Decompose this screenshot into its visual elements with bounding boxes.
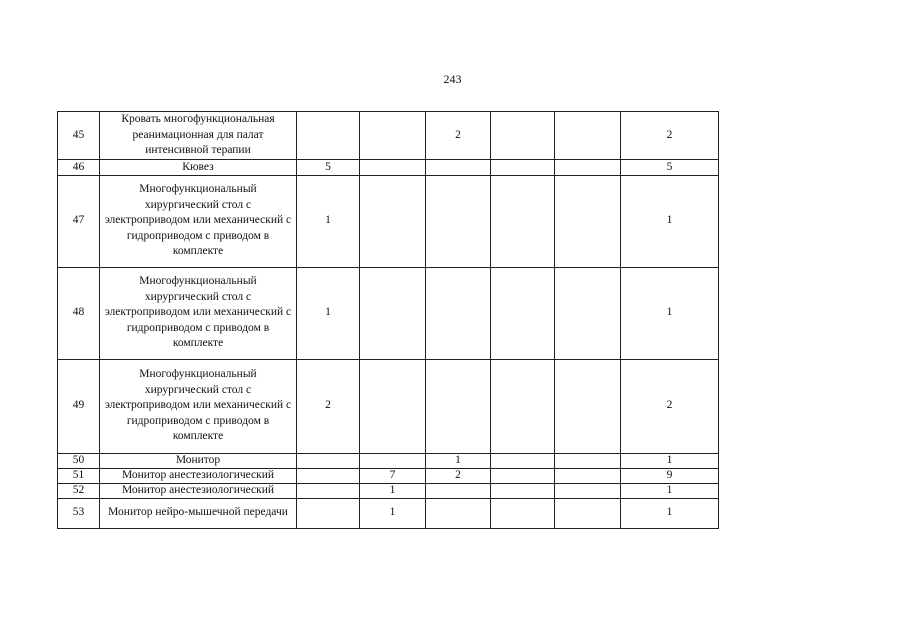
- total-cell: 9: [621, 468, 719, 483]
- quantity-cell-5: [555, 498, 621, 528]
- table-row: [58, 453, 719, 468]
- quantity-cell-3: 2: [426, 112, 491, 160]
- quantity-cell-5: [555, 175, 621, 267]
- quantity-cell-3: [426, 359, 491, 453]
- quantity-cell-4: [491, 498, 555, 528]
- total-cell: 1: [621, 175, 719, 267]
- quantity-cell-5: [555, 159, 621, 175]
- page-number: 243: [443, 72, 462, 86]
- row-number-cell: 51: [58, 468, 100, 483]
- quantity-cell-4: [491, 359, 555, 453]
- quantity-cell-3: [426, 267, 491, 359]
- table-row: [58, 159, 719, 175]
- row-number-cell: 46: [58, 159, 100, 175]
- equipment-name-cell: Многофункциональный хирургический стол с электроприводом или механический с гидроприводом с приводом в комплекте: [100, 267, 297, 359]
- quantity-cell-5: [555, 468, 621, 483]
- quantity-cell-1: [297, 483, 360, 498]
- quantity-cell-2: 1: [360, 483, 426, 498]
- quantity-cell-3: 2: [426, 468, 491, 483]
- quantity-cell-2: 7: [360, 468, 426, 483]
- total-cell: 1: [621, 453, 719, 468]
- row-number-cell: 50: [58, 453, 100, 468]
- quantity-cell-5: [555, 359, 621, 453]
- row-number-cell: 53: [58, 498, 100, 528]
- quantity-cell-2: [360, 359, 426, 453]
- equipment-name-cell: Кювез: [100, 159, 297, 175]
- quantity-cell-2: [360, 159, 426, 175]
- total-cell: 1: [621, 267, 719, 359]
- quantity-cell-5: [555, 267, 621, 359]
- equipment-name-cell: Многофункциональный хирургический стол с электроприводом или механический с гидроприводом с приводом в комплекте: [100, 359, 297, 453]
- quantity-cell-2: [360, 453, 426, 468]
- quantity-cell-4: [491, 468, 555, 483]
- quantity-cell-4: [491, 453, 555, 468]
- equipment-name-cell: Многофункциональный хирургический стол с электроприводом или механический с гидроприводом с приводом в комплекте: [100, 175, 297, 267]
- quantity-cell-3: 1: [426, 453, 491, 468]
- quantity-cell-1: [297, 498, 360, 528]
- quantity-cell-5: [555, 112, 621, 160]
- table-row: [58, 112, 719, 160]
- total-cell: 2: [621, 359, 719, 453]
- row-number-cell: 45: [58, 112, 100, 160]
- equipment-name-cell: Монитор анестезиологический: [100, 468, 297, 483]
- row-number-cell: 49: [58, 359, 100, 453]
- total-cell: 2: [621, 112, 719, 160]
- quantity-cell-2: [360, 175, 426, 267]
- quantity-cell-2: [360, 112, 426, 160]
- quantity-cell-1: 1: [297, 175, 360, 267]
- quantity-cell-2: 1: [360, 498, 426, 528]
- quantity-cell-1: [297, 468, 360, 483]
- quantity-cell-1: [297, 112, 360, 160]
- quantity-cell-3: [426, 483, 491, 498]
- equipment-table: [57, 111, 719, 529]
- table-row: [58, 267, 719, 359]
- equipment-name-cell: Монитор нейро-мышечной передачи: [100, 498, 297, 528]
- quantity-cell-1: [297, 453, 360, 468]
- quantity-cell-1: 5: [297, 159, 360, 175]
- quantity-cell-3: [426, 175, 491, 267]
- equipment-name-cell: Кровать многофункциональная реанимационная для палат интенсивной терапии: [100, 112, 297, 160]
- table-row: [58, 483, 719, 498]
- quantity-cell-5: [555, 483, 621, 498]
- row-number-cell: 47: [58, 175, 100, 267]
- table-row: [58, 359, 719, 453]
- quantity-cell-4: [491, 483, 555, 498]
- quantity-cell-4: [491, 267, 555, 359]
- equipment-name-cell: Монитор: [100, 453, 297, 468]
- table-row: [58, 175, 719, 267]
- row-number-cell: 52: [58, 483, 100, 498]
- quantity-cell-3: [426, 159, 491, 175]
- quantity-cell-4: [491, 175, 555, 267]
- quantity-cell-1: 1: [297, 267, 360, 359]
- quantity-cell-4: [491, 112, 555, 160]
- equipment-name-cell: Монитор анестезиологический: [100, 483, 297, 498]
- total-cell: 5: [621, 159, 719, 175]
- row-number-cell: 48: [58, 267, 100, 359]
- table-row: [58, 468, 719, 483]
- quantity-cell-1: 2: [297, 359, 360, 453]
- quantity-cell-2: [360, 267, 426, 359]
- quantity-cell-4: [491, 159, 555, 175]
- quantity-cell-5: [555, 453, 621, 468]
- table-row: [58, 498, 719, 528]
- total-cell: 1: [621, 483, 719, 498]
- total-cell: 1: [621, 498, 719, 528]
- quantity-cell-3: [426, 498, 491, 528]
